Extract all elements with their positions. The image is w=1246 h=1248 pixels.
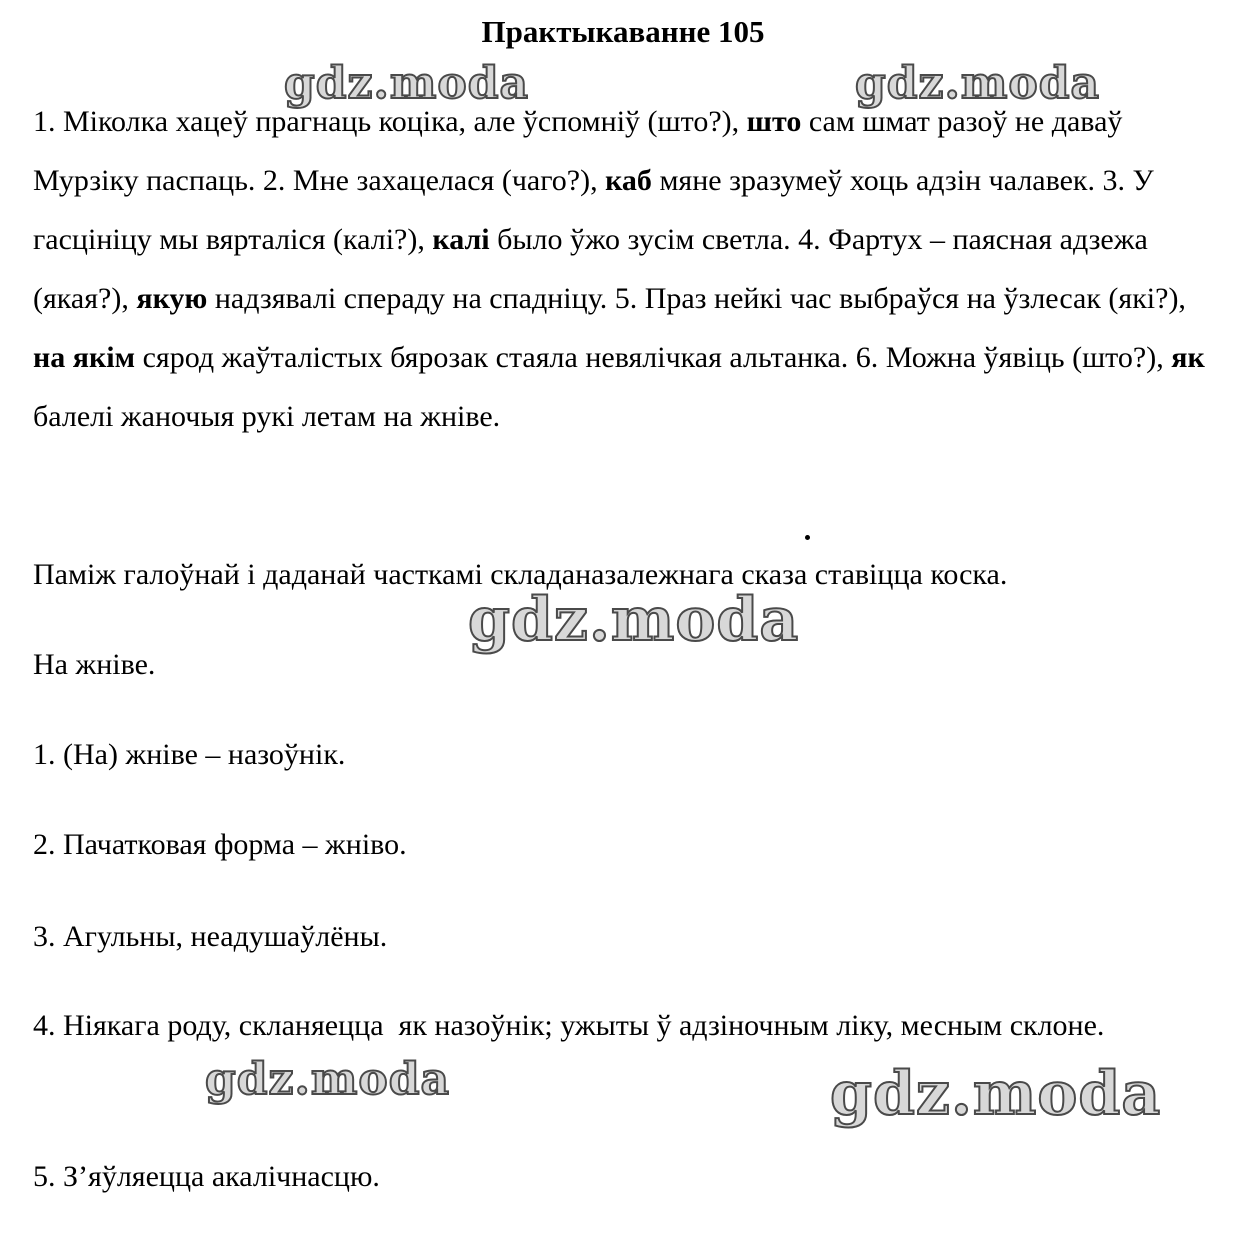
sentence-3: 3. У гасцініцу мы вярталіся (калі?), калі было ўжо зусім светла. bbox=[33, 164, 1154, 256]
rule-text: Паміж галоўнай і даданай часткамі складаназалежнага сказа ставіцца коска. bbox=[33, 558, 1008, 591]
watermark-logo: gdz.moda bbox=[284, 58, 530, 109]
page-title: Практыкаванне 105 bbox=[481, 14, 765, 49]
analysis-item-4: 4. Ніякага роду, скланяецца як назоўнік; ужыты ў адзіночным ліку, месным склоне. bbox=[33, 1009, 1105, 1042]
analysis-item-5: 5. З’яўляецца акалічнасцю. bbox=[33, 1160, 380, 1193]
watermark-logo: gdz.moda bbox=[205, 1054, 451, 1105]
watermark-logo: gdz.moda bbox=[830, 1059, 1162, 1129]
exercise-sentences bbox=[33, 92, 1213, 446]
sentence-4: 4. Фартух – паясная адзежа (якая?), якую надзявалі спераду на спадніцу. bbox=[33, 223, 1148, 315]
watermark-logo: gdz.moda bbox=[468, 585, 800, 655]
analysis-item-2: 2. Пачатковая форма – жніво. bbox=[33, 828, 407, 861]
analysis-word: На жніве. bbox=[33, 648, 156, 681]
sentence-2: 2. Мне захацелася (чаго?), каб мяне зразумеў хоць адзін чалавек. bbox=[262, 164, 1103, 197]
sentence-5: 5. Праз нейкі час выбраўся на ўзлесак (які?), на якім сярод жаўталістых бярозак стаяла невялічкая альтанка. bbox=[33, 282, 1186, 374]
analysis-item-3: 3. Агульны, неадушаўлёны. bbox=[33, 920, 388, 953]
watermark-logo: gdz.moda bbox=[855, 58, 1101, 109]
sentence-6: 6. Можна ўявіць (што?), як балелі жаночыя рукі летам на жніве. bbox=[33, 341, 1205, 433]
analysis-item-1: 1. (На) жніве – назоўнік. bbox=[33, 738, 346, 771]
sentence-1: 1. Міколка хацеў прагнаць коціка, але ўспомніў (што?), што сам шмат разоў не даваў Мурзіку паспаць. bbox=[33, 105, 1123, 197]
stray-dot bbox=[805, 535, 810, 540]
